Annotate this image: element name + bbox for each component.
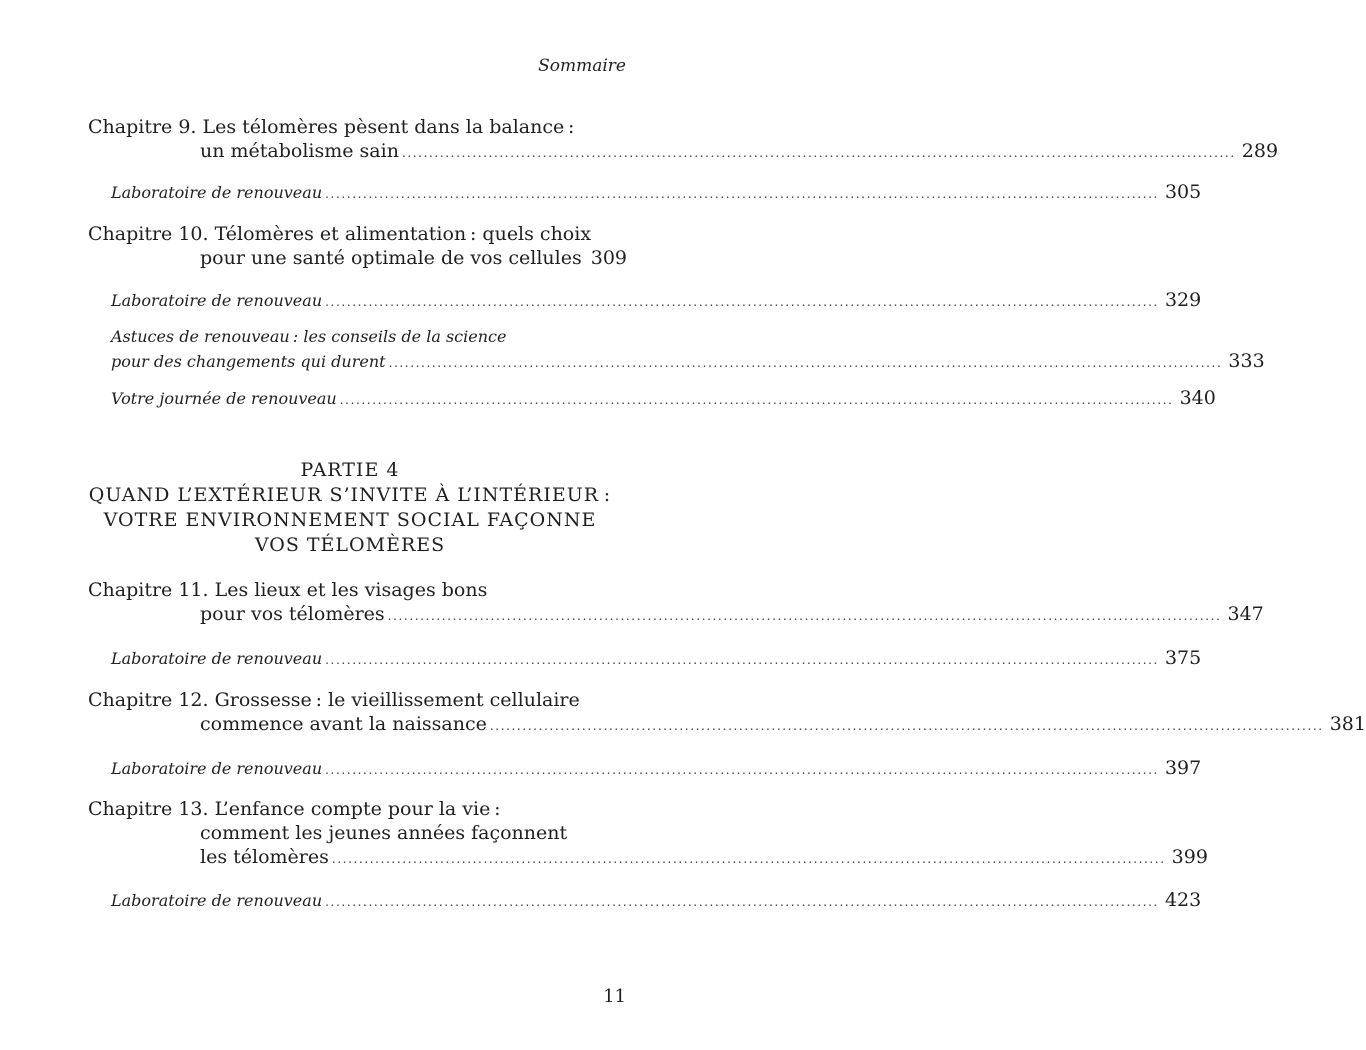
page-number: 340 xyxy=(1179,387,1216,409)
page-number: 305 xyxy=(1164,181,1202,203)
toc-entry-lab-12[interactable] xyxy=(111,756,1202,782)
dot-leader: .......................................................................................................................................................... xyxy=(339,393,1174,407)
folio-page-number: 11 xyxy=(603,986,626,1007)
dot-leader: .......................................................................................................................................................... xyxy=(325,295,1159,309)
entry-line xyxy=(111,288,1202,314)
dot-leader: .......................................................................................................................................................... xyxy=(401,146,1236,160)
part-title-line: QUAND L’EXTÉRIEUR S’INVITE À L’INTÉRIEUR : xyxy=(88,484,612,506)
entry-line xyxy=(111,756,1202,782)
toc-entry-chapter-9[interactable] xyxy=(88,115,1279,165)
entry-line xyxy=(111,180,1202,206)
toc-entry-lab-9[interactable] xyxy=(111,180,1202,206)
entry-line xyxy=(111,888,1202,914)
entry-title-line: Astuces de renouveau : les conseils de la science xyxy=(111,327,507,346)
dot-leader: .......................................................................................................................................................... xyxy=(331,852,1166,866)
chapter-title-line: Chapitre 11. Les lieux et les visages bons xyxy=(88,579,488,601)
part-label: PARTIE 4 xyxy=(300,459,400,481)
entry-title: Laboratoire de renouveau xyxy=(111,649,323,668)
page-number: 375 xyxy=(1164,647,1202,669)
entry-title: Laboratoire de renouveau xyxy=(111,759,323,778)
dot-leader: .......................................................................................................................................................... xyxy=(325,895,1159,909)
chapter-title-last-line xyxy=(88,246,625,272)
toc-entry-chapter-12[interactable] xyxy=(88,688,1366,738)
chapter-title-line: comment les jeunes années façonnent xyxy=(200,822,568,844)
chapter-title-last-line xyxy=(88,602,1264,628)
dot-leader: .......................................................................................................................................................... xyxy=(325,187,1159,201)
chapter-title-line: les télomères xyxy=(200,846,329,868)
page-number: 381 xyxy=(1329,713,1366,735)
chapter-title-line: commence avant la naissance xyxy=(200,713,487,735)
chapter-title-line: un métabolisme sain xyxy=(200,140,399,162)
dot-leader: .......................................................................................................................................................... xyxy=(325,763,1159,777)
toc-entry-lab-13[interactable] xyxy=(111,888,1202,914)
part-4-heading xyxy=(60,458,640,558)
page-number: 309 xyxy=(590,247,627,269)
dot-leader: .......................................................................................................................................................... xyxy=(388,356,1223,370)
entry-title: Votre journée de renouveau xyxy=(111,389,337,408)
toc-entry-lab-11[interactable] xyxy=(111,646,1202,672)
entry-line xyxy=(111,386,1216,412)
running-head: Sommaire xyxy=(538,56,626,76)
chapter-title-line: pour une santé optimale de vos cellules xyxy=(200,247,582,269)
toc-entry-chapter-11[interactable] xyxy=(88,578,1264,628)
part-title-line: VOTRE ENVIRONNEMENT SOCIAL FAÇONNE xyxy=(103,509,597,531)
entry-last-line xyxy=(111,349,1265,375)
entry-title: Laboratoire de renouveau xyxy=(111,183,323,202)
toc-entry-astuces[interactable] xyxy=(111,325,1265,375)
page-number: 397 xyxy=(1164,757,1202,779)
page-number: 329 xyxy=(1164,289,1202,311)
chapter-title-last-line xyxy=(88,712,1366,738)
entry-title-line: pour des changements qui durent xyxy=(111,352,386,371)
chapter-title-last-line xyxy=(88,139,1279,165)
page-number: 399 xyxy=(1171,846,1208,868)
part-title-line: VOS TÉLOMÈRES xyxy=(254,534,446,556)
dot-leader: .......................................................................................................................................................... xyxy=(325,653,1159,667)
dot-leader: .......................................................................................................................................................... xyxy=(489,719,1324,733)
chapter-title-line: pour vos télomères xyxy=(200,603,385,625)
toc-entry-chapter-10[interactable] xyxy=(88,222,625,272)
dot-leader: .......................................................................................................................................................... xyxy=(387,609,1222,623)
toc-entry-lab-10[interactable] xyxy=(111,288,1202,314)
entry-line xyxy=(111,646,1202,672)
chapter-title-line: Chapitre 10. Télomères et alimentation : quels choix xyxy=(88,223,592,245)
entry-title: Laboratoire de renouveau xyxy=(111,291,323,310)
chapter-title-line: Chapitre 13. L’enfance compte pour la vie : xyxy=(88,798,501,820)
chapter-title-line: Chapitre 12. Grossesse : le vieillissement cellulaire xyxy=(88,689,580,711)
page-number: 347 xyxy=(1227,603,1264,625)
toc-entry-chapter-13[interactable] xyxy=(88,797,1208,871)
page-number: 289 xyxy=(1241,140,1279,162)
page-number: 333 xyxy=(1228,350,1265,372)
entry-title: Laboratoire de renouveau xyxy=(111,891,323,910)
page-number: 423 xyxy=(1164,889,1202,911)
chapter-title-last-line xyxy=(88,845,1208,871)
toc-entry-journee[interactable] xyxy=(111,386,1216,412)
chapter-title-line: Chapitre 9. Les télomères pèsent dans la balance : xyxy=(88,116,575,138)
